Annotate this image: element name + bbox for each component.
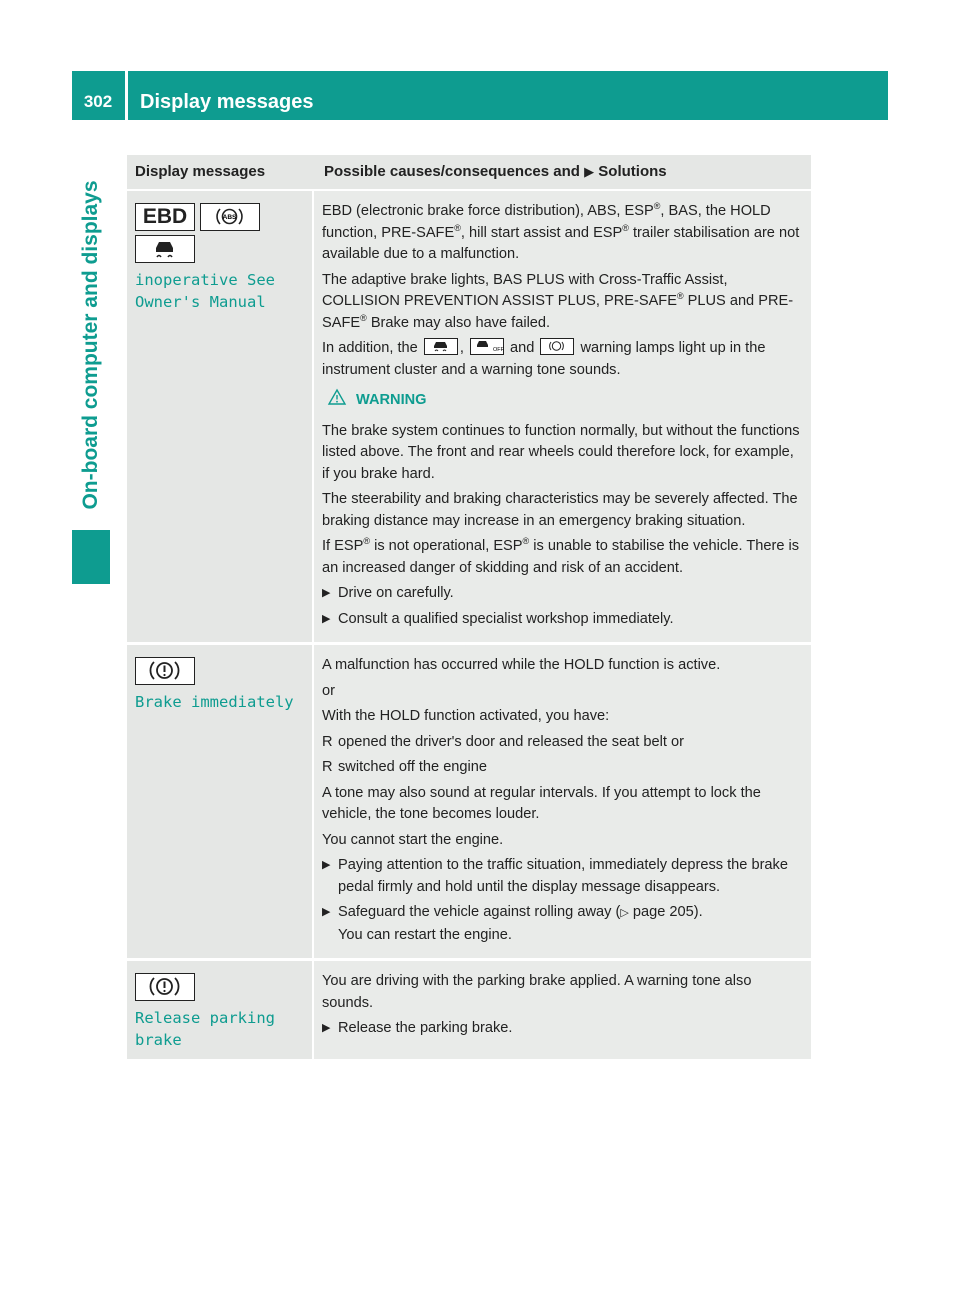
paragraph: A tone may also sound at regular intervals. If you attempt to lock the vehicle, the tone becomes louder. [322,784,761,822]
warning-paragraph [322,536,804,579]
display-text: Brake immediately [135,693,294,711]
warning-label: WARNING [356,392,427,408]
instruction-step [322,902,804,946]
solution-cell [314,645,811,958]
table-row [127,191,811,645]
display-message-cell [127,645,314,958]
registered-mark: ® [522,536,530,547]
text: , [459,340,464,356]
display-message-cell [127,961,314,1059]
table-row [127,645,811,961]
warning-paragraph: The brake system continues to function normally, but without the functions listed above. The front and rear wheels could therefore lock, for example, if you brake hard. [322,422,800,482]
side-tab-marker [72,530,110,584]
instruction-step [322,609,804,631]
registered-mark: ® [360,312,367,323]
abs-lamp-icon [540,338,574,355]
display-text [135,269,304,313]
step-text [338,902,703,946]
col-header-causes-text: Possible causes/consequences and [324,163,580,180]
header-divider [125,71,128,120]
paragraph: You are driving with the parking brake applied. A warning tone also sounds. [322,973,752,1011]
text: PLUS and PRE-SAFE [322,293,794,331]
registered-mark: ® [454,222,461,233]
text: , BAS, the HOLD function, PRE-SAFE [322,203,771,241]
step-text: Consult a qualified specialist workshop immediately. [338,610,674,627]
side-section-text: On-board computer and displays [79,180,102,510]
step-text: Drive on carefully. [338,585,454,601]
step-text: Paying attention to the traffic situation, immediately depress the brake pedal firmly and hold until the display message disappears. [338,857,788,895]
solution-cell [314,961,811,1059]
step-arrow-icon: ▶ [322,859,331,871]
solution-cell [314,191,811,642]
bullet-marker: R [322,733,333,750]
warning-triangle-icon [328,389,346,413]
step-arrow-icon: ▶ [322,587,331,599]
text: In addition, the [322,340,418,356]
display-text-line: brake [135,1031,182,1049]
paragraph: or [322,682,335,699]
text: is unable to stabilise the vehicle. There is an increased danger of skidding and risk of an accident. [322,538,800,576]
esp-off-icon [470,338,504,355]
brake-lamp-icon [135,657,195,685]
paragraph: With the HOLD function activated, you have: [322,708,610,724]
bullet-item [322,757,804,779]
registered-mark: ® [363,536,371,547]
page-title: Display messages [140,91,314,113]
instruction-step [322,583,804,605]
registered-mark: ® [653,201,661,212]
abs-lamp-icon [200,203,260,231]
svg-text:OFF: OFF [492,347,504,353]
text: and [510,340,535,356]
svg-text:ABS: ABS [222,214,237,221]
registered-mark: ® [676,291,684,302]
paragraph [322,338,804,381]
paragraph: A malfunction has occurred while the HOLD function is active. [322,657,721,673]
registered-mark: ® [622,222,629,233]
warning-heading [328,389,804,413]
text: is not operational, ESP [370,538,523,554]
text: The adaptive brake lights, BAS PLUS with Cross-Traffic Assist, COLLISION PREVENTION ASSIST PLUS, PRE-SAFE [322,271,728,309]
display-text [135,1007,304,1051]
col-header-solutions-text: Solutions [598,163,667,180]
display-messages-table [127,155,811,1062]
ebd-lamp-icon [135,203,195,231]
ebd-lamp-text: EBD [142,205,188,228]
side-section-label [72,160,110,530]
bullet-text: switched off the engine [338,759,488,775]
text: warning lamps light up in the instrument cluster and a warning tone sounds. [322,340,766,378]
text: EBD (electronic brake force distribution), ABS, ESP [322,203,654,219]
bullet-text: opened the driver's door and released the seat belt or [338,733,684,750]
display-message-cell [127,191,314,642]
warning-paragraph: The steerability and braking characteristics may be severely affected. The braking distance may increase in an emergency braking situation. [322,491,798,529]
text: trailer stabilisation are not available due to a malfunction. [322,224,800,262]
bullet-item [322,732,804,754]
text: Safeguard the vehicle against rolling away ( [338,904,621,920]
step-arrow-icon: ▶ [584,164,595,179]
instruction-step [322,855,804,898]
esp-lamp-icon [135,235,195,263]
instruction-step [322,1018,804,1040]
text: If ESP [322,538,364,554]
display-text-line: Owner's Manual [135,293,266,311]
page-reference-link[interactable]: page 205). [632,904,703,920]
col-header-display-messages: Display messages [135,163,266,180]
step-arrow-icon: ▶ [322,906,331,918]
paragraph [322,201,804,266]
display-text-line: inoperative See [135,271,275,289]
step-arrow-icon: ▶ [322,1022,331,1034]
esp-lamp-icon [424,338,458,355]
text: , hill start assist and ESP [460,224,623,241]
bullet-marker: R [322,759,333,775]
step-text: Release the parking brake. [338,1020,513,1036]
text: Brake may also have failed. [366,314,551,331]
paragraph: You cannot start the engine. [322,831,504,848]
table-header [127,155,811,191]
col-header-causes [314,155,811,189]
table-row [127,961,811,1062]
page-ref-icon: ▷ [620,907,629,919]
text: You can restart the engine. [338,926,512,943]
display-text-line: Release parking [135,1009,275,1027]
brake-lamp-icon [135,973,195,1001]
page-number: 302 [83,92,113,111]
step-arrow-icon: ▶ [322,612,331,625]
paragraph [322,270,804,335]
